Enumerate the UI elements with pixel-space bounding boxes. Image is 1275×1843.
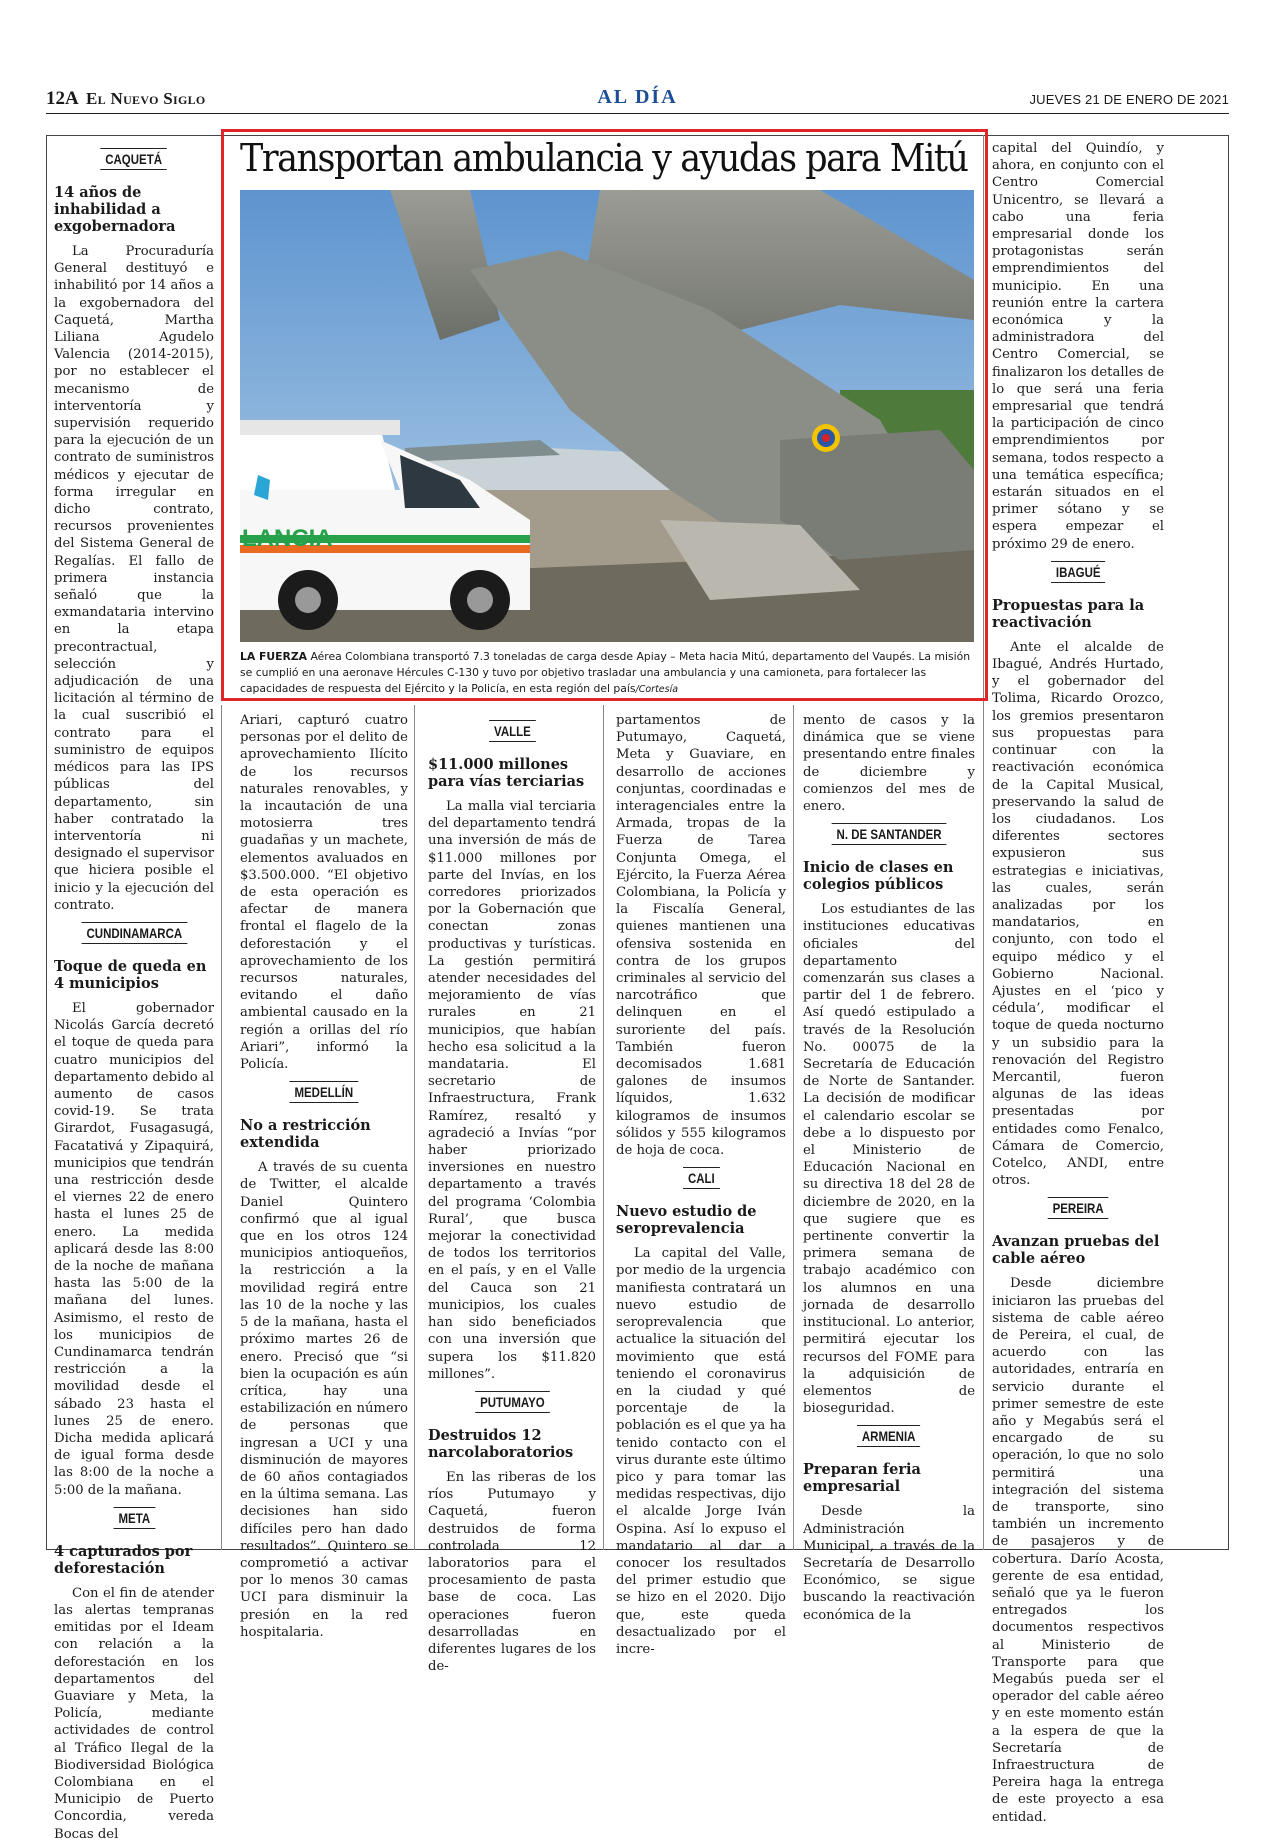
- page-number: 12A: [46, 88, 79, 109]
- section-tag-medellin: MEDELLÍN: [290, 1081, 359, 1103]
- article-continuation: capital del Quindío, y ahora, en conjunto con el Centro Comercial Unicentro, se llevará a cabo una feria empresarial donde los protagonistas serán emprendimientos del municipio. En una reunión entre la cartera económica y la administradora del Centro Comercial, se finalizaron los detalles de lo que será una feria empresarial que tendrá la participación de cinco emprendimientos por semana, todos respecto a una temática específica; estarán situados en el primer sótano y se espera empezar el próximo 29 de enero.: [992, 141, 1164, 552]
- header-rule: [46, 113, 1229, 114]
- column-rule: [793, 705, 794, 1550]
- article-body: En las riberas de los ríos Putumayo y Caquetá, fueron destruidos de forma controlada 12 laboratorios para el procesamiento de pasta base de coca. Las operaciones fueron desarrolladas en diferentes lugares de los de-: [428, 1469, 596, 1675]
- article-title: Propuestas para la reactivación: [992, 596, 1145, 631]
- article-body: El gobernador Nicolás García decretó el toque de queda para cuatro municipios del departamento debido al aumento de casos covid-19. Se trata Girardot, Fusagasugá, Facatativá y Zipaquirá, municipios que tendrán una restricción desde el viernes 22 de enero hasta el lunes 25 de enero. La medida aplicará desde las 8:00 de la noche de mañana hasta las 5:00 de la mañana del lunes. Asimismo, el resto de los municipios de Cundinamarca tendrán restricción a la movilidad desde el sábado 23 hasta el lunes 25 de enero. Dicha medida aplicará de igual forma desde las 8:00 de la noche a 5:00 de la mañana.: [54, 1000, 214, 1498]
- column-6: [992, 140, 1164, 1825]
- article-title: Inicio de clases en colegios públicos: [803, 859, 954, 894]
- article-body: A través de su cuenta de Twitter, el alcalde Daniel Quintero confirmó que al igual que en los otros 124 municipios antioqueños, la restricción a la movilidad regirá entre las 10 de la noche y las 5 de la mañana, hasta el próximo martes 26 de enero. Precisó que “si bien la ocupación es aún crítica, hay una estabilización en número de personas que ingresan a UCI y una disminución de mayores de 60 años contagiados en la última semana. Las decisiones han sido difíciles pero han dado resultados”. Quintero se comprometió a activar por lo menos 30 camas UCI para disminuir la presión en la red hospitalaria.: [240, 1160, 408, 1640]
- column-3: [428, 712, 596, 1675]
- column-rule: [221, 705, 222, 1550]
- article-title: No a restricción extendida: [240, 1117, 371, 1152]
- section-tag-cali: CALI: [683, 1167, 720, 1189]
- article-body: Desde diciembre iniciaron las pruebas del sistema de cable aéreo de Pereira, el cual, de acuerdo con las autoridades, entraría en servicio durante el primer semestre de este año y Megabús será el encargado de su operación, lo que no solo permitirá una integración del sistema de transporte, sino también un incremento de pasajeros y de cobertura. Darío Acosta, gerente de esa entidad, señaló que ya le fueron entregados los documentos respectivos al Ministerio de Transporte para que Megabús pueda ser el operador del cable aéreo y en este momento están a la espera de que la Secretaría de Infraestructura de Pereira haga la entrega de este proyecto a esa entidad.: [992, 1276, 1164, 1825]
- section-tag-ibague: IBAGUÉ: [1051, 561, 1105, 583]
- caption-text: Aérea Colombiana transportó 7.3 toneladas de carga desde Apiay – Meta hacia Mitú, departamento del Vaupés. La misión se cumplió en una aeronave Hércules C-130 y tuvo por objetivo trasladar una ambulancia y una camioneta, para fortalecer las capacidades de respuesta del Ejército y la Policía, en esta región del país: [240, 650, 971, 695]
- column-1: [54, 140, 214, 1842]
- article-body: Los estudiantes de las instituciones educativas oficiales del departamento comenzarán sus clases a partir del 1 de febrero. Así quedó estipulado a través de la Resolución No. 00075 de la Secretaría de Educación de Norte de Santander. La decisión de modificar el calendario escolar se debe a lo dispuesto por el Ministerio de Educación Nacional en su directiva 18 del 28 de diciembre de 2020, en la que sugiere que es pertinente convertir la primera semana de trabajo académico con los alumnos en una jornada de desarrollo institucional. Lo anterior, permitirá ejecutar los recursos del FOME para la adquisición de elementos de bioseguridad.: [803, 902, 975, 1417]
- ambulance-lettering: LANCIA: [242, 525, 333, 552]
- section-tag-putumayo: PUTUMAYO: [475, 1391, 549, 1413]
- article-body: La malla vial terciaria del departamento tendrá una inversión de más de $11.000 millones por parte del Invías, en los corredores priorizados por la Gobernación que conectan zonas productivas y turísticas. La gestión permitirá atender necesidades del mejoramiento de vías rurales en 21 municipios, que habían hecho esa solicitud a la mandataria. El secretario de Infraestructura, Frank Ramírez, resaltó y agradeció a Invías “por haber priorizado inversiones en nuestro departamento a través del programa ‘Colombia Rural’, que busca mejorar la conectividad de todos los territorios en el país, y en el Valle del Cauca son 21 municipios, los cuales han sido beneficiados con una inversión que supera los $11.820 millones”.: [428, 799, 596, 1382]
- section-tag-caqueta: CAQUETÁ: [101, 148, 168, 170]
- article-title: Preparan feria empresarial: [803, 1461, 921, 1496]
- article-title: $11.000 millones para vías terciarias: [428, 756, 585, 790]
- feature-headline: Transportan ambulancia y ayudas para Mitú: [240, 136, 968, 180]
- article-continuation: Ariari, capturó cuatro personas por el delito de aprovechamiento Ilícito de los recursos naturales renovables, y la incautación de una motosierra tres guadañas y un machete, elementos avaluados en $3.500.000. “El objetivo de esta operación es afectar de manera frontal el flagelo de la deforestación y el aprovechamiento de los recursos naturales, evitando el daño ambiental causado en la región a orillas del río Ariari”, informó la Policía.: [240, 713, 408, 1073]
- page-header: [46, 88, 1229, 112]
- article-title: Destruidos 12 narcolaboratorios: [428, 1426, 574, 1461]
- section-tag-armenia: ARMENIA: [857, 1425, 920, 1447]
- section-name: AL DÍA: [597, 86, 678, 108]
- article-body: Desde la Administración Municipal, a través de la Secretaría de Desarrollo Económico, se sigue buscando la reactivación económica de la: [803, 1504, 975, 1623]
- article-body: Con el fin de atender las alertas tempranas emitidas por el Ideam con relación a la deforestación en los departamentos del Guaviare y Meta, la Policía, mediante actividades de control al Tráfico Ilegal de la Biodiversidad Biológica Colombiana en el Municipio de Puerto Concordia, vereda Bocas del: [54, 1585, 214, 1842]
- caption-credit: /Cortesía: [635, 684, 679, 695]
- feature-story: [221, 129, 988, 701]
- column-2: [240, 712, 408, 1640]
- article-title: 14 años de inhabilidad a exgobernadora: [54, 184, 176, 235]
- article-continuation: mento de casos y la dinámica que se viene presentando entre finales de diciembre y comienzos del mes de enero.: [803, 713, 975, 815]
- section-tag-norte-de-santander: N. DE SANTANDER: [832, 823, 947, 845]
- article-continuation: partamentos de Putumayo, Caquetá, Meta y Guaviare, en desarrollo de acciones conjuntas, coordinadas e interagenciales entre la Armada, tropas de la Fuerza de Tarea Conjunta Omega, el Ejército, la Fuerza Aérea Colombiana, la Policía y la Fiscalía General, quienes mantienen una ofensiva sostenida en contra de los grupos criminales al servicio del narcotráfico que delinquen en el suroriente del país. También fueron decomisados 1.681 galones de insumos líquidos, 1.632 kilogramos de insumos sólidos y 555 kilogramos de hoja de coca.: [616, 713, 786, 1159]
- article-title: Nuevo estudio de seroprevalencia: [616, 1203, 757, 1238]
- issue-date: JUEVES 21 DE ENERO DE 2021: [1029, 92, 1229, 107]
- section-tag-pereira: PEREIRA: [1048, 1197, 1109, 1219]
- feature-photo: [240, 190, 974, 642]
- section-tag-cundinamarca: CUNDINAMARCA: [81, 922, 186, 944]
- section-tag-meta: META: [113, 1507, 155, 1529]
- article-body: La Procuraduría General destituyó e inhabilitó por 14 años a la exgobernadora del Caquetá, Martha Liliana Agudelo Valencia (2014-2015), por no establecer el mecanismo de interventoría y supervisión requerido para la ejecución de un contrato de suministros médicos y ejecutar de forma irregular en dicho contrato, recursos provenientes del Sistema General de Regalías. El fallo de primera instancia señaló que la exmandataria intervino en la etapa precontractual, selección y adjudicación de una licitación al término de la cual suscribió el contrato para el suministro de equipos médicos para las IPS públicas del departamento, sin haber contratado la interventoría ni designado el supervisor que hiciera posible el inicio y la ejecución del contrato.: [54, 244, 214, 913]
- article-title: 4 capturados por deforestación: [54, 1542, 193, 1577]
- article-body: La capital del Valle, por medio de la urgencia manifiesta contratará un nuevo estudio de seroprevalencia que actualice la situación del movimiento que está teniendo el coronavirus en la ciudad y qué porcentaje de la población es el que ya ha tenido contacto con el virus durante este último pico y para tomar las medidas respectivas, dijo el alcalde Jorge Iván Ospina. Así lo expuso el mandatario al dar a conocer los resultados del primer estudio que se hizo en el 2020. Dijo que, este queda desactualizado por el incre-: [616, 1246, 786, 1657]
- feature-caption: [240, 649, 976, 698]
- aircraft-photo-illustration: [240, 190, 974, 642]
- article-body: Ante el alcalde de Ibagué, Andrés Hurtado, y el gobernador del Tolima, Ricardo Orozco, los gremios presentaron sus propuestas para continuar con la reactivación económica de la Capital Musical, preservando la salud de los ciudadanos. Los diferentes sectores expusieron sus estrategias e iniciativas, las cuales, serán analizadas por los mandatarios, en conjunto, con todo el equipo médico y el Gobierno Nacional. Ajustes en el ‘pico y cédula’, modificar el toque de queda nocturno y un subsidio para la renovación del Registro Mercantil, fueron algunas de las ideas presentadas por entidades como Fenalco, Cámara de Comercio, Cotelco, ANDI, entre otros.: [992, 639, 1164, 1189]
- column-rule: [414, 705, 415, 1550]
- column-rule: [603, 705, 604, 1550]
- article-title: Avanzan pruebas del cable aéreo: [992, 1233, 1160, 1268]
- section-tag-valle: VALLE: [489, 720, 536, 742]
- article-title: Toque de queda en 4 municipios: [54, 957, 207, 992]
- publication-name: El Nuevo Siglo: [86, 89, 206, 108]
- column-5: [803, 712, 975, 1623]
- column-4: [616, 712, 786, 1657]
- caption-lead: LA FUERZA: [240, 650, 308, 663]
